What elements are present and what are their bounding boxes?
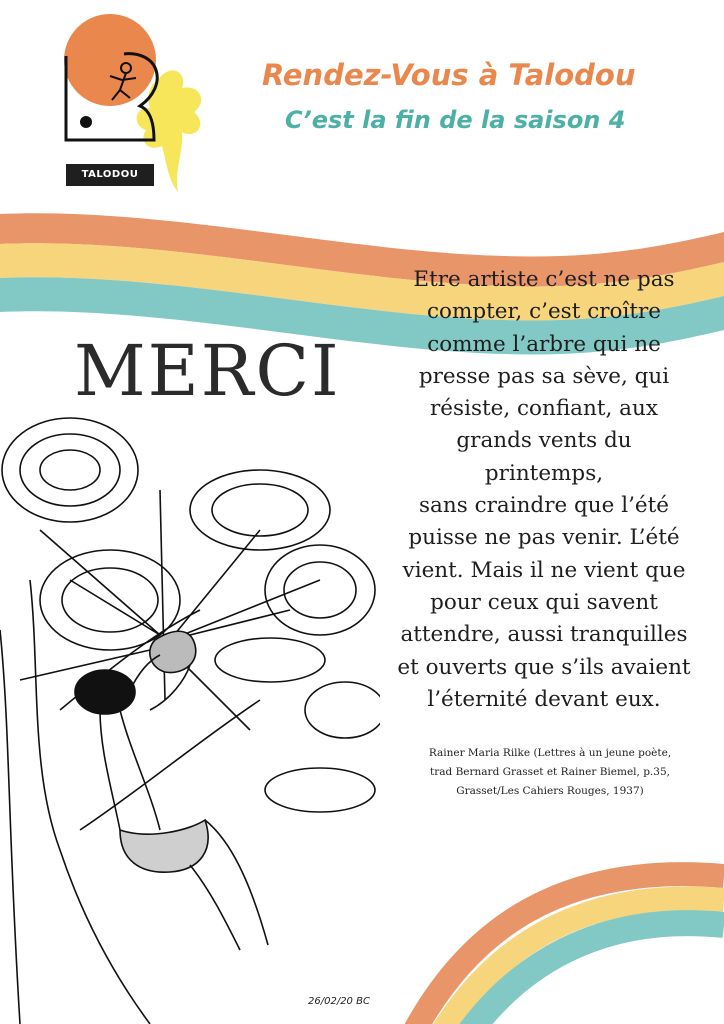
quote-line: grands vents du printemps, (456, 428, 632, 486)
quote-citation (400, 744, 700, 801)
citation-line: Rainer Maria Rilke (Lettres à un jeune poète, (428, 747, 672, 759)
quote-line: presse pas sa sève, qui (418, 363, 670, 389)
page-subtitle: C’est la fin de la saison 4 (285, 106, 626, 134)
rilke-quote (394, 264, 694, 716)
quote-line: pour ceux qui savent (430, 589, 658, 615)
quote-line: puisse ne pas venir. L’été (408, 525, 680, 551)
quote-line: vient. Mais il ne vient que (402, 557, 686, 583)
merci-heading: MERCI (74, 330, 341, 412)
quote-line: sans craindre que l’été (419, 493, 669, 519)
citation-line: trad Bernard Grasset et Rainer Biemel, p.35, (430, 766, 670, 778)
quote-line: attendre, aussi tranquilles (400, 622, 688, 648)
tree-boy-illustration (0, 410, 380, 1024)
quote-line: l’éternité devant eux. (427, 686, 661, 712)
quote-line: résiste, confiant, aux (430, 396, 658, 422)
bottom-stripes (415, 874, 724, 1024)
logo-label: TALODOU (66, 164, 154, 186)
citation-line: Grasset/Les Cahiers Rouges, 1937) (456, 785, 644, 797)
quote-line: comme l’arbre qui ne (427, 331, 661, 357)
artist-signature: 26/02/20 BC (308, 996, 370, 1007)
quote-line: Etre artiste c’est ne pas (413, 267, 675, 292)
quote-line: et ouverts que s’ils avaient (397, 654, 691, 680)
page-title: Rendez-Vous à Talodou (262, 58, 636, 92)
quote-line: compter, c’est croître (427, 299, 661, 325)
